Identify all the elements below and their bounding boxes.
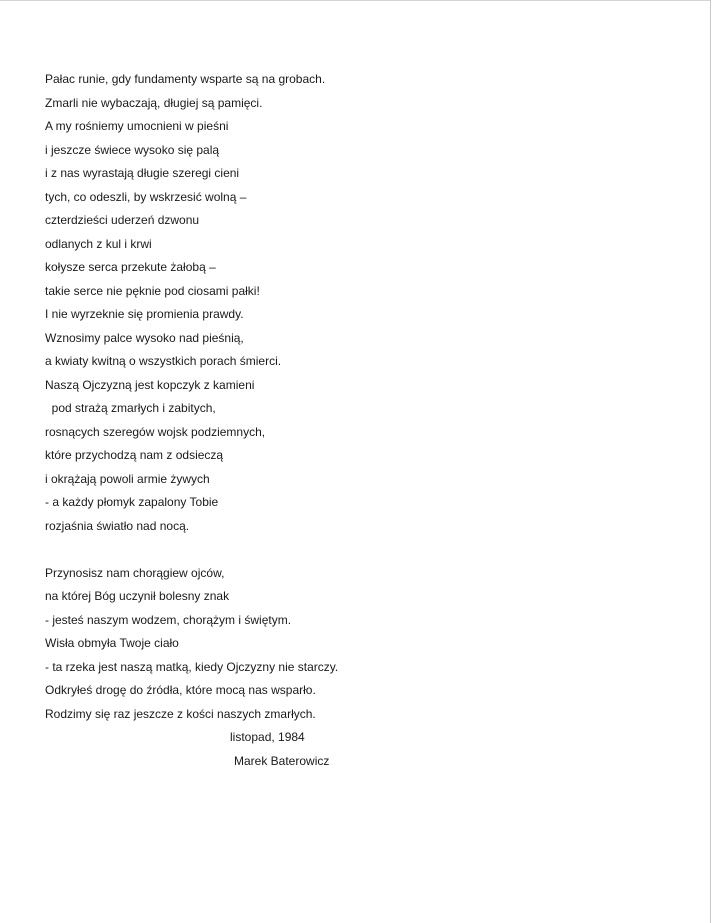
poem-text bbox=[45, 68, 665, 773]
poem-line: - a każdy płomyk zapalony Tobie bbox=[45, 495, 219, 509]
poem-line: odlanych z kul i krwi bbox=[45, 236, 152, 251]
poem-line: które przychodzą nam z odsieczą bbox=[45, 448, 224, 462]
poem-line: Przynosisz nam chorągiew ojców, bbox=[45, 565, 225, 580]
poem-line: kołysze serca przekute żałobą – bbox=[45, 260, 216, 274]
poem-date: listopad, 1984 bbox=[230, 730, 305, 744]
stanza-break bbox=[45, 538, 665, 562]
poem-line: A my rośniemy umocnieni w pieśni bbox=[45, 119, 229, 133]
poem-line: Zmarli nie wybaczają, długiej są pamięci. bbox=[45, 95, 263, 110]
poem-line: rozjaśnia światło nad nocą. bbox=[45, 518, 190, 533]
poem-line: tych, co odeszli, by wskrzesić wolną – bbox=[45, 189, 247, 204]
poem-line: - jesteś naszym wodzem, chorążym i świętym. bbox=[45, 612, 292, 627]
poem-line: pod strażą zmarłych i zabitych, bbox=[45, 401, 216, 415]
poem-line: takie serce nie pęknie pod ciosami pałki! bbox=[45, 283, 260, 298]
poem-author: Marek Baterowicz bbox=[234, 753, 330, 768]
poem-line: Wznosimy palce wysoko nad pieśnią, bbox=[45, 330, 244, 345]
poem-line: I nie wyrzeknie się promienia prawdy. bbox=[45, 307, 244, 321]
poem-line: a kwiaty kwitną o wszystkich porach śmierci. bbox=[45, 354, 282, 368]
poem-line: rosnących szeregów wojsk podziemnych, bbox=[45, 424, 266, 439]
poem-line: czterdzieści uderzeń dzwonu bbox=[45, 213, 200, 227]
poem-line: Rodzimy się raz jeszcze z kości naszych zmarłych. bbox=[45, 706, 316, 721]
poem-line: Naszą Ojczyzną jest kopczyk z kamieni bbox=[45, 377, 255, 392]
poem-line: Odkryłeś drogę do źródła, które mocą nas wsparło. bbox=[45, 683, 316, 697]
poem-line: i jeszcze świece wysoko się palą bbox=[45, 142, 220, 157]
poem-line: Pałac runie, gdy fundamenty wsparte są na grobach. bbox=[45, 72, 326, 86]
poem-line: i z nas wyrastają długie szeregi cieni bbox=[45, 166, 240, 180]
poem-line: na której Bóg uczynił bolesny znak bbox=[45, 589, 230, 603]
poem-line: Wisła obmyła Twoje ciało bbox=[45, 636, 179, 650]
poem-line: i okrążają powoli armie żywych bbox=[45, 471, 210, 486]
poem-line: - ta rzeka jest naszą matką, kiedy Ojczyzny nie starczy. bbox=[45, 659, 339, 674]
